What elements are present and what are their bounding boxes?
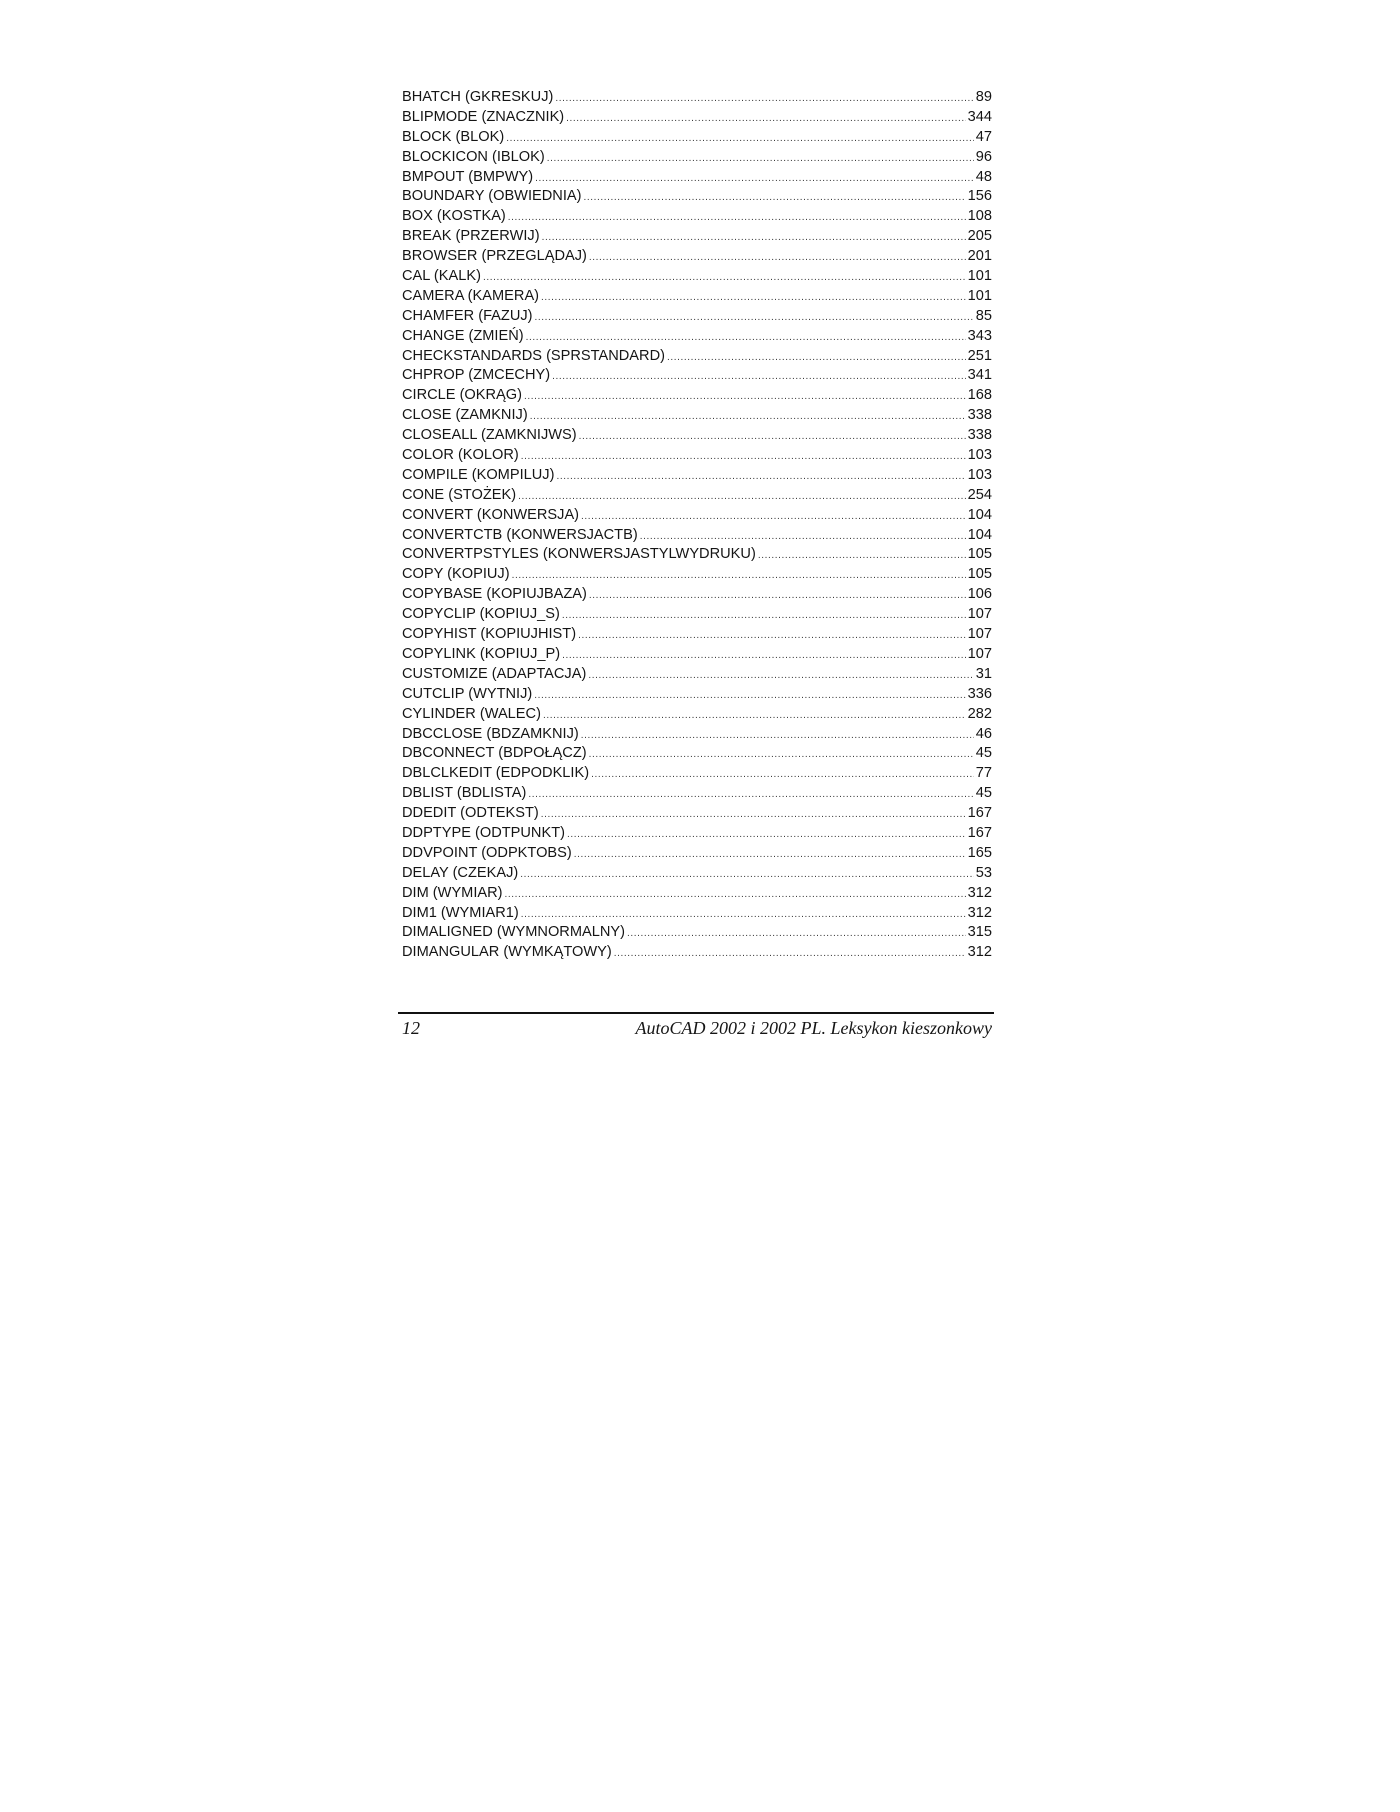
entry-page-number: 103 bbox=[967, 447, 992, 464]
entry-page-number: 336 bbox=[967, 685, 992, 702]
entry-page-number: 282 bbox=[967, 705, 992, 722]
dot-leader bbox=[530, 411, 966, 422]
index-entry bbox=[402, 527, 992, 547]
index-entry bbox=[402, 845, 992, 865]
entry-page-number: 167 bbox=[967, 824, 992, 841]
dot-leader bbox=[579, 431, 966, 442]
index-entry bbox=[402, 169, 992, 189]
index-entry bbox=[402, 129, 992, 149]
dot-leader bbox=[524, 391, 966, 402]
entry-command: CHAMFER (FAZUJ) bbox=[402, 307, 533, 324]
index-entry bbox=[402, 407, 992, 427]
entry-command: DIMALIGNED (WYMNORMALNY) bbox=[402, 924, 625, 941]
index-entry bbox=[402, 646, 992, 666]
entry-page-number: 101 bbox=[967, 287, 992, 304]
entry-command: BMPOUT (BMPWY) bbox=[402, 168, 534, 185]
dot-leader bbox=[581, 511, 966, 522]
dot-leader bbox=[521, 909, 966, 920]
entry-page-number: 201 bbox=[967, 248, 992, 265]
dot-leader bbox=[521, 451, 966, 462]
entry-command: COMPILE (KOMPILUJ) bbox=[402, 466, 555, 483]
entry-page-number: 167 bbox=[967, 805, 992, 822]
index-entry bbox=[402, 507, 992, 527]
entry-page-number: 104 bbox=[967, 526, 992, 543]
dot-leader bbox=[528, 789, 973, 800]
dot-leader bbox=[512, 570, 966, 581]
index-entry bbox=[402, 924, 992, 944]
entry-command: BLIPMODE (ZNACZNIK) bbox=[402, 108, 565, 125]
entry-page-number: 165 bbox=[967, 844, 992, 861]
index-entry bbox=[402, 566, 992, 586]
entry-page-number: 53 bbox=[975, 864, 992, 881]
index-entry bbox=[402, 348, 992, 368]
entry-command: COPYLINK (KOPIUJ_P) bbox=[402, 645, 561, 662]
dot-leader bbox=[555, 93, 973, 104]
dot-leader bbox=[589, 590, 966, 601]
entry-page-number: 254 bbox=[967, 486, 992, 503]
entry-command: CYLINDER (WALEC) bbox=[402, 705, 541, 722]
entry-page-number: 106 bbox=[967, 586, 992, 603]
page-number: 12 bbox=[402, 1018, 420, 1038]
index-entry bbox=[402, 487, 992, 507]
entry-page-number: 338 bbox=[967, 407, 992, 424]
entry-command: BREAK (PRZERWIJ) bbox=[402, 228, 540, 245]
dot-leader bbox=[581, 730, 974, 741]
entry-page-number: 85 bbox=[975, 307, 992, 324]
index-entry bbox=[402, 745, 992, 765]
entry-page-number: 45 bbox=[975, 745, 992, 762]
entry-command: CLOSE (ZAMKNIJ) bbox=[402, 407, 528, 424]
index-entry bbox=[402, 248, 992, 268]
index-entry bbox=[402, 944, 992, 964]
entry-command: COLOR (KOLOR) bbox=[402, 447, 519, 464]
entry-page-number: 168 bbox=[967, 387, 992, 404]
entry-page-number: 344 bbox=[967, 108, 992, 125]
entry-command: DIM (WYMIAR) bbox=[402, 884, 503, 901]
dot-leader bbox=[541, 809, 966, 820]
entry-command: BHATCH (GKRESKUJ) bbox=[402, 89, 554, 105]
entry-command: BLOCK (BLOK) bbox=[402, 128, 505, 145]
index-entry bbox=[402, 586, 992, 606]
entry-page-number: 48 bbox=[975, 168, 992, 185]
index-entry bbox=[402, 885, 992, 905]
dot-leader bbox=[535, 312, 974, 323]
dot-leader bbox=[547, 153, 974, 164]
entry-command: CONVERTCTB (KONWERSJACTB) bbox=[402, 526, 638, 543]
entry-page-number: 312 bbox=[967, 904, 992, 921]
entry-command: CHANGE (ZMIEŃ) bbox=[402, 327, 524, 344]
index-entry bbox=[402, 546, 992, 566]
entry-page-number: 47 bbox=[975, 128, 992, 145]
dot-leader bbox=[614, 948, 966, 959]
entry-command: BOUNDARY (OBWIEDNIA) bbox=[402, 188, 582, 205]
dot-leader bbox=[567, 829, 966, 840]
dot-leader bbox=[640, 531, 966, 542]
entry-command: CUTCLIP (WYTNIJ) bbox=[402, 685, 533, 702]
entry-command: CONE (STOŻEK) bbox=[402, 486, 517, 503]
index-entry bbox=[402, 387, 992, 407]
dot-leader bbox=[508, 212, 966, 223]
entry-command: BOX (KOSTKA) bbox=[402, 208, 506, 225]
index-entry bbox=[402, 89, 992, 109]
entry-command: CUSTOMIZE (ADAPTACJA) bbox=[402, 665, 587, 682]
entry-page-number: 107 bbox=[967, 606, 992, 623]
index-entry bbox=[402, 268, 992, 288]
entry-page-number: 315 bbox=[967, 924, 992, 941]
index-entry bbox=[402, 188, 992, 208]
dot-leader bbox=[562, 610, 966, 621]
entry-command: DIMANGULAR (WYMKĄTOWY) bbox=[402, 944, 612, 961]
index-entry bbox=[402, 785, 992, 805]
entry-page-number: 101 bbox=[967, 268, 992, 285]
entry-command: DDPTYPE (ODTPUNKT) bbox=[402, 824, 565, 841]
index-entry bbox=[402, 626, 992, 646]
command-index-list bbox=[402, 89, 992, 964]
dot-leader bbox=[566, 113, 965, 124]
dot-leader bbox=[506, 133, 974, 144]
dot-leader bbox=[667, 352, 966, 363]
entry-command: CHECKSTANDARDS (SPRSTANDARD) bbox=[402, 347, 665, 364]
index-entry bbox=[402, 825, 992, 845]
dot-leader bbox=[589, 749, 974, 760]
entry-command: CIRCLE (OKRĄG) bbox=[402, 387, 523, 404]
entry-page-number: 46 bbox=[975, 725, 992, 742]
entry-command: DBLIST (BDLISTA) bbox=[402, 785, 527, 802]
dot-leader bbox=[535, 173, 974, 184]
entry-command: DBCONNECT (BDPOŁĄCZ) bbox=[402, 745, 587, 762]
dot-leader bbox=[562, 650, 966, 661]
dot-leader bbox=[483, 272, 966, 283]
index-entry bbox=[402, 149, 992, 169]
index-entry bbox=[402, 706, 992, 726]
entry-command: CLOSEALL (ZAMKNIJWS) bbox=[402, 427, 577, 444]
entry-page-number: 205 bbox=[967, 228, 992, 245]
dot-leader bbox=[534, 690, 965, 701]
entry-command: DDEDIT (ODTEKST) bbox=[402, 805, 539, 822]
index-entry bbox=[402, 765, 992, 785]
entry-page-number: 104 bbox=[967, 506, 992, 523]
index-entry bbox=[402, 367, 992, 387]
index-entry bbox=[402, 905, 992, 925]
entry-command: DBCCLOSE (BDZAMKNIJ) bbox=[402, 725, 579, 742]
book-title: AutoCAD 2002 i 2002 PL. Leksykon kieszonkowy bbox=[635, 1018, 992, 1038]
entry-page-number: 45 bbox=[975, 785, 992, 802]
dot-leader bbox=[543, 710, 966, 721]
index-entry bbox=[402, 666, 992, 686]
footer-rule bbox=[398, 1012, 994, 1014]
dot-leader bbox=[556, 471, 965, 482]
dot-leader bbox=[518, 491, 966, 502]
entry-command: COPYCLIP (KOPIUJ_S) bbox=[402, 606, 560, 623]
entry-command: DDVPOINT (ODPKTOBS) bbox=[402, 844, 572, 861]
dot-leader bbox=[520, 869, 974, 880]
dot-leader bbox=[583, 192, 965, 203]
entry-page-number: 103 bbox=[967, 466, 992, 483]
entry-page-number: 105 bbox=[967, 546, 992, 563]
entry-page-number: 89 bbox=[975, 89, 992, 105]
entry-page-number: 96 bbox=[975, 148, 992, 165]
index-entry bbox=[402, 208, 992, 228]
dot-leader bbox=[578, 630, 966, 641]
index-entry bbox=[402, 228, 992, 248]
index-entry bbox=[402, 686, 992, 706]
dot-leader bbox=[574, 849, 966, 860]
index-entry bbox=[402, 288, 992, 308]
index-entry bbox=[402, 308, 992, 328]
entry-command: CAMERA (KAMERA) bbox=[402, 287, 540, 304]
entry-command: COPY (KOPIUJ) bbox=[402, 566, 510, 583]
dot-leader bbox=[627, 928, 966, 939]
dot-leader bbox=[526, 332, 966, 343]
entry-page-number: 312 bbox=[967, 884, 992, 901]
dot-leader bbox=[588, 670, 973, 681]
entry-command: BLOCKICON (IBLOK) bbox=[402, 148, 545, 165]
entry-command: DELAY (CZEKAJ) bbox=[402, 864, 519, 881]
entry-page-number: 343 bbox=[967, 327, 992, 344]
entry-page-number: 341 bbox=[967, 367, 992, 384]
entry-page-number: 31 bbox=[975, 665, 992, 682]
entry-command: DBLCLKEDIT (EDPODKLIK) bbox=[402, 765, 590, 782]
dot-leader bbox=[505, 889, 966, 900]
index-entry bbox=[402, 606, 992, 626]
dot-leader bbox=[589, 252, 966, 263]
entry-command: CHPROP (ZMCECHY) bbox=[402, 367, 551, 384]
entry-page-number: 251 bbox=[967, 347, 992, 364]
page-footer bbox=[402, 1018, 992, 1039]
index-entry bbox=[402, 447, 992, 467]
dot-leader bbox=[542, 232, 966, 243]
index-entry bbox=[402, 427, 992, 447]
index-entry bbox=[402, 328, 992, 348]
entry-command: CAL (KALK) bbox=[402, 268, 481, 285]
dot-leader bbox=[552, 371, 966, 382]
index-entry bbox=[402, 109, 992, 129]
dot-leader bbox=[591, 769, 974, 780]
entry-command: COPYHIST (KOPIUJHIST) bbox=[402, 626, 577, 643]
entry-page-number: 156 bbox=[967, 188, 992, 205]
index-entry bbox=[402, 726, 992, 746]
index-entry bbox=[402, 467, 992, 487]
entry-command: BROWSER (PRZEGLĄDAJ) bbox=[402, 248, 587, 265]
entry-page-number: 77 bbox=[975, 765, 992, 782]
entry-page-number: 107 bbox=[967, 645, 992, 662]
entry-page-number: 105 bbox=[967, 566, 992, 583]
entry-page-number: 338 bbox=[967, 427, 992, 444]
entry-command: DIM1 (WYMIAR1) bbox=[402, 904, 519, 921]
index-entry bbox=[402, 805, 992, 825]
entry-page-number: 312 bbox=[967, 944, 992, 961]
dot-leader bbox=[541, 292, 966, 303]
entry-page-number: 108 bbox=[967, 208, 992, 225]
entry-command: CONVERTPSTYLES (KONWERSJASTYLWYDRUKU) bbox=[402, 546, 756, 563]
index-entry bbox=[402, 865, 992, 885]
entry-page-number: 107 bbox=[967, 626, 992, 643]
dot-leader bbox=[758, 550, 966, 561]
entry-command: CONVERT (KONWERSJA) bbox=[402, 506, 580, 523]
entry-command: COPYBASE (KOPIUJBAZA) bbox=[402, 586, 587, 603]
